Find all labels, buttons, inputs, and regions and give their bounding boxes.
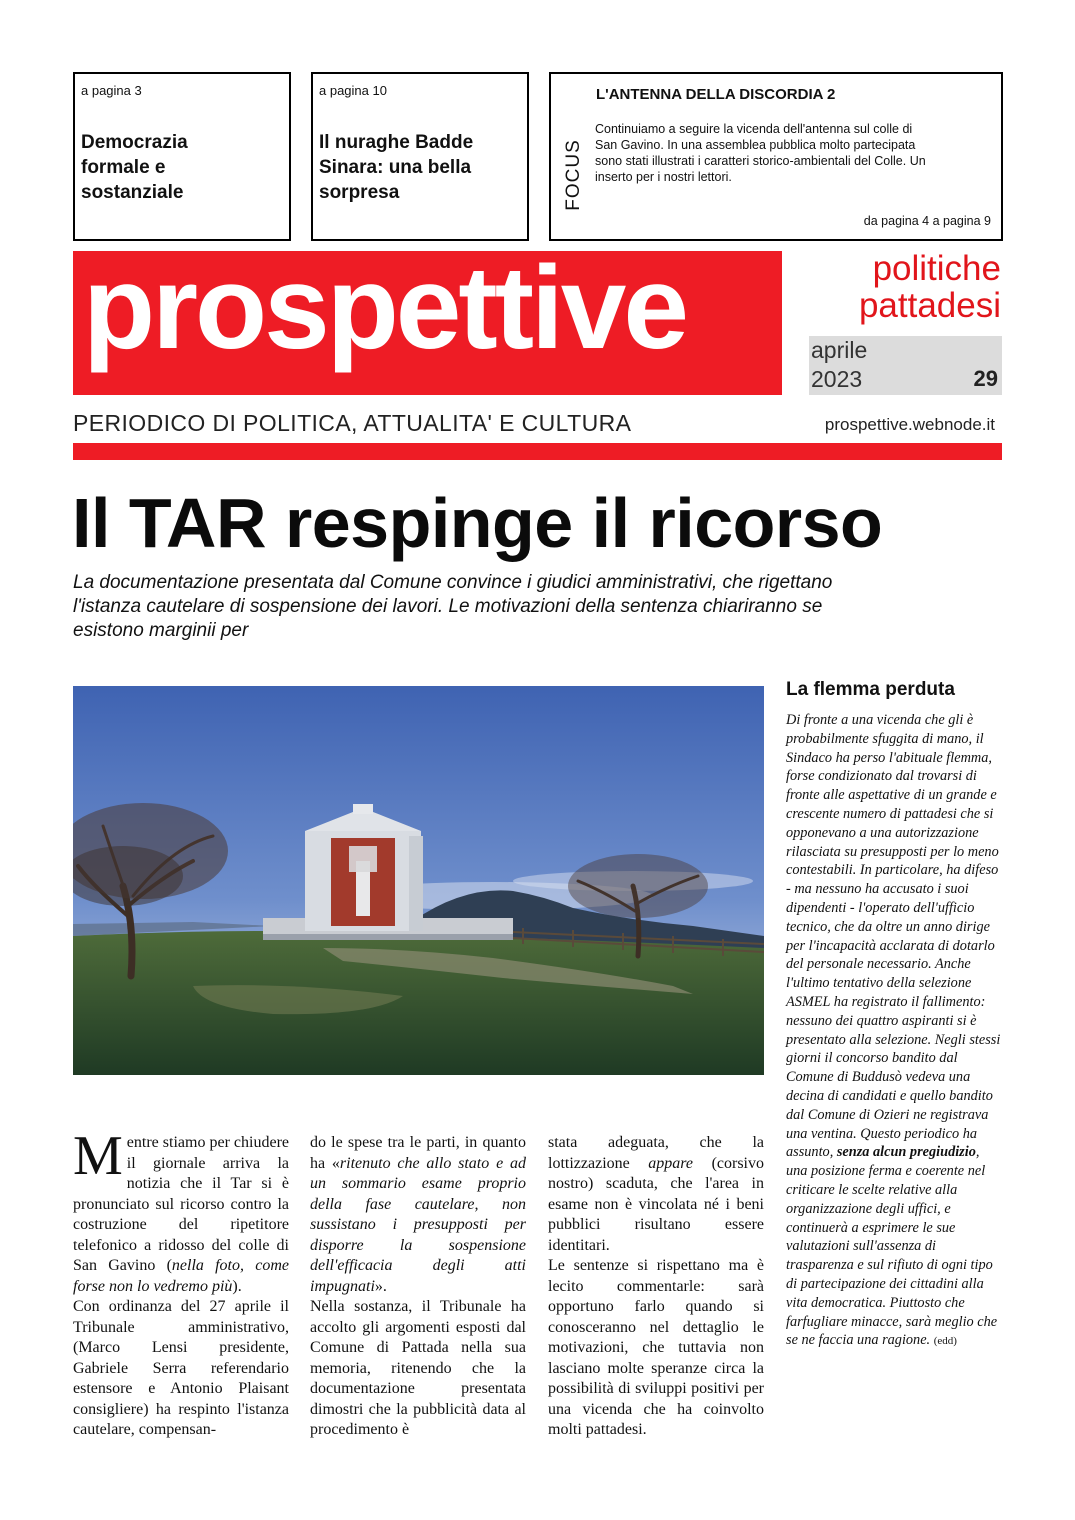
article-text: stata adeguata, che la lottizzazione — [548, 1134, 764, 1172]
website-link[interactable]: prospettive.webnode.it — [824, 415, 995, 434]
article-lede — [73, 571, 993, 643]
article-headline: Il TAR respinge il ricorso — [72, 484, 883, 562]
article-italic-text: nella foto, come forse non lo vedremo più — [73, 1257, 289, 1295]
drop-cap: M — [73, 1125, 123, 1187]
article-paragraph: Le sentenze si rispettano ma è lecito commentarle: sarà opportuno farlo quando si conosceranno nel dettaglio le motivazioni, che tuttavia non lasciano molte speranze circa la possibilità di sviluppi positivi per una vicenda che ha coinvolto molti pattadesi. — [548, 1257, 764, 1438]
focus-body-line: inserto per i nostri lettori. — [595, 170, 732, 184]
article-paragraph — [310, 1133, 526, 1297]
issue-number: 29 — [973, 366, 998, 391]
sidebar-bold-text: senza alcun pregiudizio — [836, 1144, 976, 1161]
masthead-logo: prospettive — [83, 251, 687, 374]
issue-year: 2023 — [811, 366, 863, 392]
issue-month: aprile — [811, 337, 868, 363]
teaser-headline-line: sorpresa — [319, 182, 400, 203]
focus-body-line: sono stati illustrati i caratteri storico-ambientali del Colle. Un — [595, 154, 926, 168]
article-paragraph: Con ordinanza del 27 aprile il Tribunale amministrativo, (Marco Lensi presidente, Gabriele Serra referendario estensore e Antonio Plaisant consigliere) ha respinto l'istanza cautelare, compensan- — [73, 1298, 289, 1438]
sidebar-title: La flemma perduta — [786, 679, 955, 700]
article-paragraph — [548, 1133, 764, 1256]
article-text: entre stiamo per chiudere il giornale arriva la notizia che il Tar si è pronunciato sul ricorso contro la costruzione del ripetitore telefonico a ridosso del colle di San Gavino ( — [73, 1134, 289, 1274]
article-text: do le spese tra le parti, in quanto ha « — [310, 1134, 526, 1172]
teaser-page-ref: a pagina 3 — [81, 83, 142, 98]
article-column-1 — [73, 1125, 289, 1441]
teaser-box-democrazia[interactable] — [73, 72, 291, 241]
focus-body-line: Continuiamo a seguire la vicenda dell'antenna sul colle di — [595, 122, 913, 136]
masthead-tagline: PERIODICO DI POLITICA, ATTUALITA' E CULTURA — [73, 410, 632, 436]
focus-body-line: San Gavino. In una assemblea pubblica molto partecipata — [595, 138, 916, 152]
article-text: (corsivo nostro) scaduta, che l'area in esame non è vincolata né i beni pubblici risultano essere identitari. — [548, 1154, 764, 1254]
article-text: ). — [232, 1277, 242, 1295]
teaser-headline[interactable] — [81, 130, 188, 205]
teaser-box-nuraghe[interactable] — [311, 72, 529, 241]
article-photo-san-gavino — [73, 686, 764, 1075]
focus-label: FOCUS — [563, 139, 584, 211]
article-text: ». — [374, 1277, 387, 1295]
article-italic-text: ritenuto che allo stato e ad un sommario esame proprio della fase cautelare, non sussistano i presupposti per disporre la sospensione dell'efficacia degli atti impugnati — [310, 1154, 526, 1295]
article-column-2 — [310, 1133, 526, 1441]
teaser-headline-line: formale e — [81, 157, 166, 178]
sidebar-signature: (edd) — [933, 1335, 957, 1348]
focus-box[interactable] — [549, 72, 1003, 241]
masthead-subtitle-line1: politiche — [872, 249, 1001, 288]
teaser-headline-line: Democrazia — [81, 132, 188, 153]
focus-title[interactable]: L'ANTENNA DELLA DISCORDIA 2 — [596, 86, 836, 103]
article-lede-line: esistono marginii per — [73, 620, 249, 641]
article-italic-text: appare — [648, 1154, 694, 1172]
article-lede-line: La documentazione presentata dal Comune convince i giudici amministrativi, che rigettano — [73, 572, 833, 593]
focus-body — [595, 121, 980, 185]
article-column-3 — [548, 1133, 764, 1441]
focus-page-ref: da pagina 4 a pagina 9 — [863, 214, 991, 228]
masthead-logo-block — [73, 251, 782, 395]
article-paragraph: Nella sostanza, il Tribunale ha accolto gli argomenti esposti dal Comune di Pattada nella sua memoria, ritenendo che la documentazione presentata dimostri che la pubblicità data al procedimento è — [310, 1298, 526, 1438]
sidebar-text: Di fronte a una vicenda che gli è probabilmente sfuggita di mano, il Sindaco ha perso l'abituale flemma, forse condizionato dal trovarsi di fronte alle aspettative di un grande e crescente numero di pattadesi che si opponevano a una autorizzazione rilasciata su presupposti per lo meno contestabili. In particolare, ha difeso - ma nessuno ha accusato i suoi dipendenti - l'operato dell'ufficio tecnico, che da oltre un anno dirige per l'incapacità acclarata di dotarlo del personale necessario. Anche l'ultimo tentativo della selezione ASMEL ha registrato il fallimento: nessuno dei quattro aspiranti si è presentato alla selezione. Negli stessi giorni il concorso bandito dal Comune di Buddusò vedeva una decina di candidati e quello bandito dal Comune di Ozieri ne registrava una ventina. Questo periodico ha assunto, — [786, 712, 1001, 1161]
sidebar-text: , una posizione ferma e coerente nel criticare le scelte relative alla organizzazione degli uffici, e continuerà a esprimere le sue valutazioni sull'assenza di trasparenza e sul rifiuto di ogni tipo di partecipazione dei cittadini alla vita democratica. Piuttosto che farfugliare minacce, sarà meglio che se ne faccia una ragione. — [786, 1144, 998, 1349]
article-lede-line: l'istanza cautelare di sospensione dei lavori. Le motivazioni della sentenza chiariranno se — [73, 596, 823, 617]
article-paragraph — [73, 1125, 289, 1297]
teaser-headline[interactable] — [319, 130, 473, 205]
teaser-page-ref: a pagina 10 — [319, 83, 387, 98]
teaser-headline-line: Sinara: una bella — [319, 157, 472, 178]
sidebar-body — [786, 711, 1004, 1351]
teaser-headline-line: Il nuraghe Badde — [319, 132, 474, 153]
masthead-subtitle-line2: pattadesi — [858, 286, 1001, 325]
issue-box — [809, 336, 1002, 395]
teaser-headline-line: sostanziale — [81, 182, 184, 203]
masthead-divider — [73, 443, 1002, 460]
